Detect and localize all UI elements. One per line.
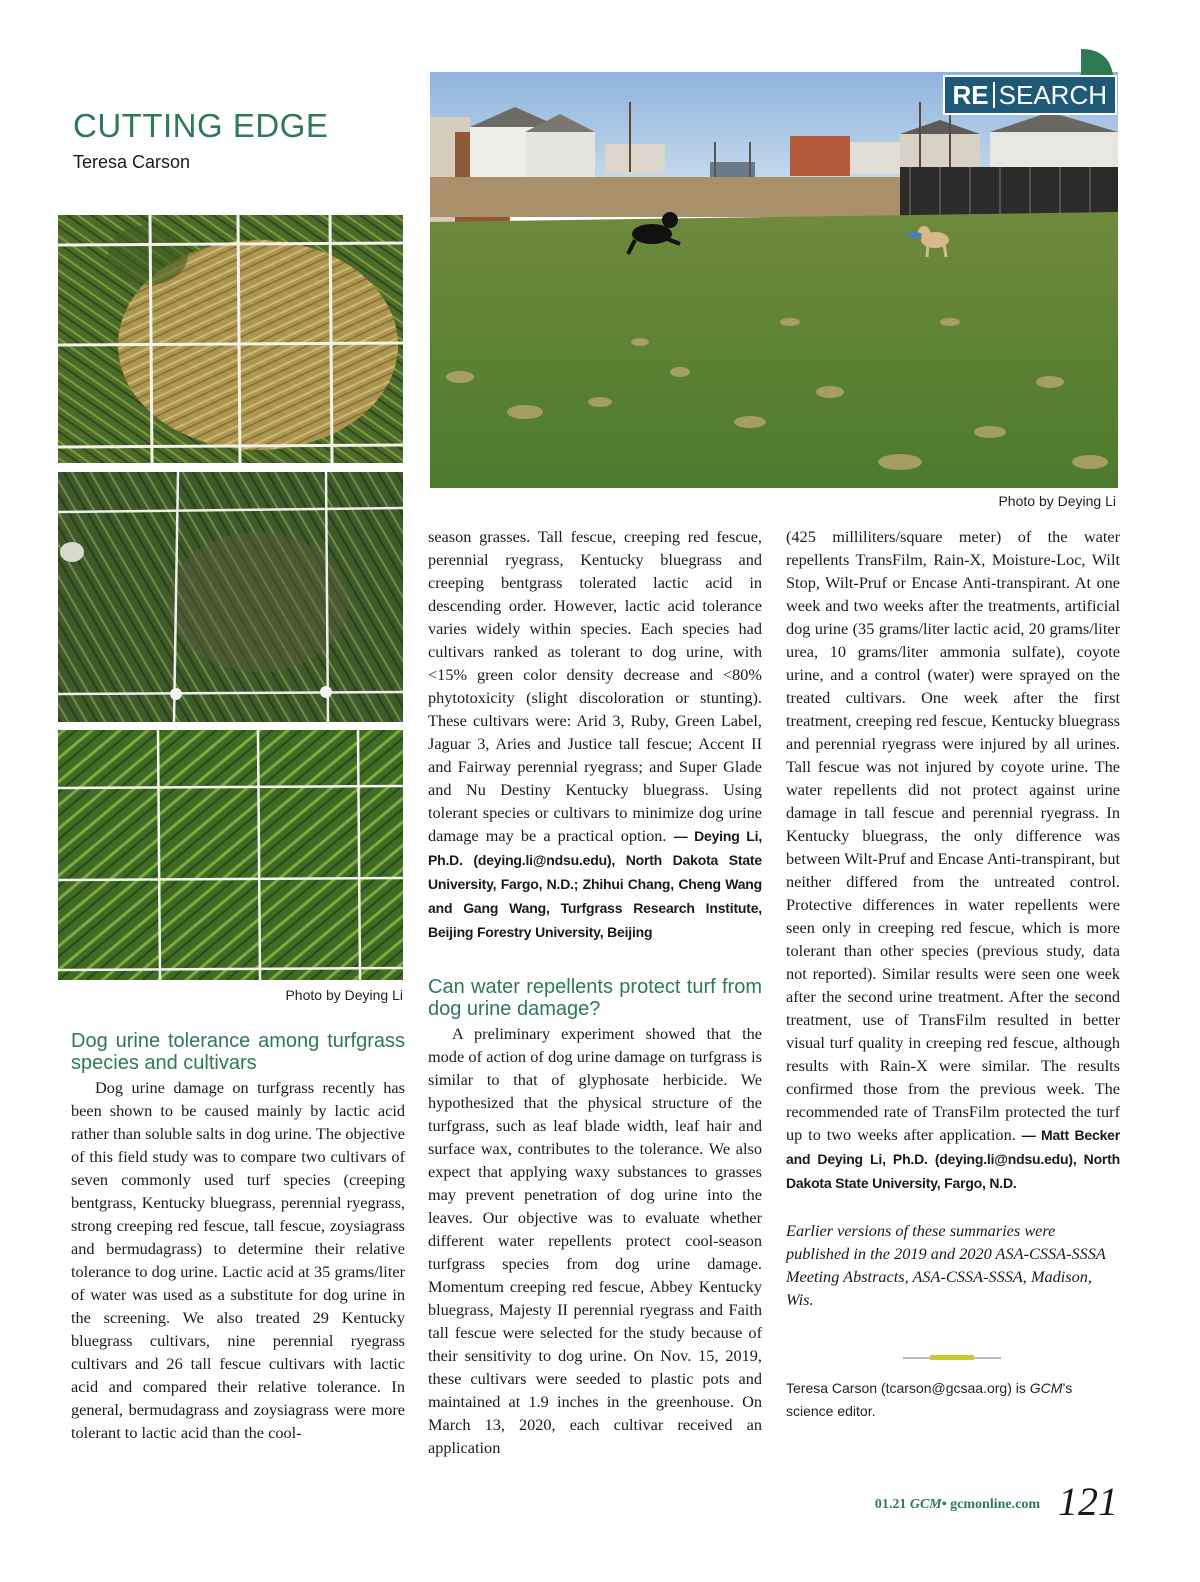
- article2-heading: Can water repellents protect turf from dog urine damage?: [428, 976, 762, 1020]
- article2-signature: — Matt Becker and Deying Li, Ph.D. (deying.li@ndsu.edu), North Dakota State University, Fargo, N.D.: [786, 1127, 1121, 1191]
- footer-magazine: GCM: [909, 1497, 942, 1512]
- grass-grid-photo-1: [58, 215, 403, 463]
- footer-bullet: •: [941, 1497, 947, 1512]
- footer-issue-line: [875, 1497, 1040, 1513]
- column-right: [786, 525, 1120, 1311]
- article1-heading: Dog urine tolerance among turfgrass species and cultivars: [71, 1030, 405, 1074]
- badge-re: RE: [952, 79, 989, 110]
- dogs-in-yard-photo: [430, 72, 1118, 488]
- footer-site-link[interactable]: gcmonline.com: [950, 1497, 1040, 1512]
- top-photo-credit: Photo by Deying Li: [998, 493, 1116, 509]
- grass-grid-photo-3: [58, 730, 403, 980]
- author-bio: [786, 1377, 1120, 1423]
- page-number: 121: [1058, 1479, 1118, 1524]
- left-photo-credit: Photo by Deying Li: [285, 987, 403, 1003]
- publication-note: Earlier versions of these summaries were published in the 2019 and 2020 ASA-CSSA-SSSA Meeting Abstracts, ASA-CSSA-SSSA, Madison, Wis.: [786, 1221, 1106, 1309]
- article1-body-cont-text: season grasses. Tall fescue, creeping red fescue, perennial ryegrass, Kentucky bluegrass and creeping bentgrass tolerated lactic acid in descending order. However, lactic acid tolerance varies widely within species. Each species had cultivars ranked as tolerant to dog urine, with <15% green color density decrease and <80% phytotoxicity (slight discoloration or stunting). These cultivars were: Arid 3, Ruby, Green Label, Jaguar 3, Aries and Justice tall fescue; Accent II and Fairway perennial ryegrass; and Super Glade and Nu Destiny Kentucky bluegrass. Using tolerant species or cultivars to minimize dog urine damage may be a practical option.: [428, 527, 762, 845]
- bio-publication: GCM: [1029, 1380, 1063, 1396]
- footer-issue: 01.21: [874, 1497, 907, 1512]
- article1-body: Dog urine damage on turfgrass recently has been shown to be caused mainly by lactic acid rather than soluble salts in dog urine. The objective of this field study was to compare two cultivars of seven commonly used turf species (creeping bentgrass, Kentucky bluegrass, perennial ryegrass, strong creeping red fescue, tall fescue, zoysiagrass and bermudagrass) to determine their relative tolerance to dog urine. Lactic acid at 35 grams/liter of water was used as a substitute for dog urine in the screening. We also treated 29 Kentucky bluegrass cultivars, nine perennial ryegrass cultivars and 26 tall fescue cultivars with lactic acid and compared their relative tolerance. In general, bermudagrass and zoysiagrass were more tolerant to lactic acid than the cool-: [71, 1078, 405, 1442]
- badge-separator: [993, 82, 995, 108]
- article2-body-continued: [786, 525, 1120, 1195]
- article2-body-cont-text: (425 milliliters/square meter) of the water repellents TransFilm, Rain-X, Moisture-Loc, Wilt Stop, Wilt-Pruf or Encase Anti-transpirant. At one week and two weeks after the treatments, artificial dog urine (35 grams/liter lactic acid, 20 grams/liter urea, 10 grams/liter ammonia sulfate), coyote urine, and a control (water) were sprayed on the treated cultivars. One week after the first treatment, creeping red fescue, Kentucky bluegrass and perennial ryegrass were injured by all urines. Tall fescue was not injured by coyote urine. The water repellents did not protect against urine damage in tall fescue and perennial ryegrass. In Kentucky bluegrass, the only difference was between Wilt-Pruf and Encase Anti-transpirant, but neither differed from the untreated control. Protective differences in water repellents were seen only in creeping red fescue, which is more tolerant than other species (previous study, data not reported). Similar results were seen one week after the second urine treatment. After the second treatment, use of TransFilm resulted in better visual turf quality in creeping red fescue, although results with Rain-X were similar. The results confirmed those from the previous week. The recommended rate of TransFilm protected the turf up to two weeks after application.: [786, 527, 1120, 1144]
- article2-body: A preliminary experiment showed that the mode of action of dog urine damage on turfgrass is similar to that of glyphosate herbicide. We hypothesized that the physical structure of the turfgrass, such as leaf blade width, leaf hair and surface wax, contributes to the tolerance. We also expect that applying waxy substances to grasses may prevent penetration of dog urine into the leaves. Our objective was to evaluate whether different water repellents protect cool-season turfgrass species from dog urine damage. Momentum creeping red fescue, Abbey Kentucky bluegrass, Majesty II perennial ryegrass and Faith tall fescue were selected for the study because of their sensitivity to dog urine. On Nov. 15, 2019, these cultivars were seeded to plastic pots and maintained at 1.9 inches in the greenhouse. On March 13, 2020, each cultivar received an application: [428, 1024, 762, 1457]
- grass-grid-photo-2: [58, 472, 403, 722]
- bio-suffix: ’s science editor.: [786, 1380, 1073, 1419]
- author-name: Teresa Carson: [73, 152, 191, 172]
- badge-search: SEARCH: [998, 79, 1107, 110]
- department-title: CUTTING EDGE: [73, 107, 329, 144]
- column-left: [71, 1030, 405, 1444]
- article1-signature: — Deying Li, Ph.D. (deying.li@ndsu.edu), North Dakota State University, Fargo, N.D.; Zhihui Chang, Cheng Wang and Gang Wang, Turfgrass Research Institute, Beijing Forestry University, Beijing: [428, 828, 763, 940]
- article1-body-continued: [428, 525, 762, 944]
- section-divider: [903, 1357, 1001, 1359]
- research-badge: [943, 75, 1117, 115]
- leaf-tab-icon: [1079, 47, 1115, 75]
- column-middle: [428, 525, 762, 1459]
- bio-prefix: Teresa Carson (tcarson@gcsaa.org) is: [786, 1380, 1030, 1396]
- divider-accent: [930, 1355, 974, 1360]
